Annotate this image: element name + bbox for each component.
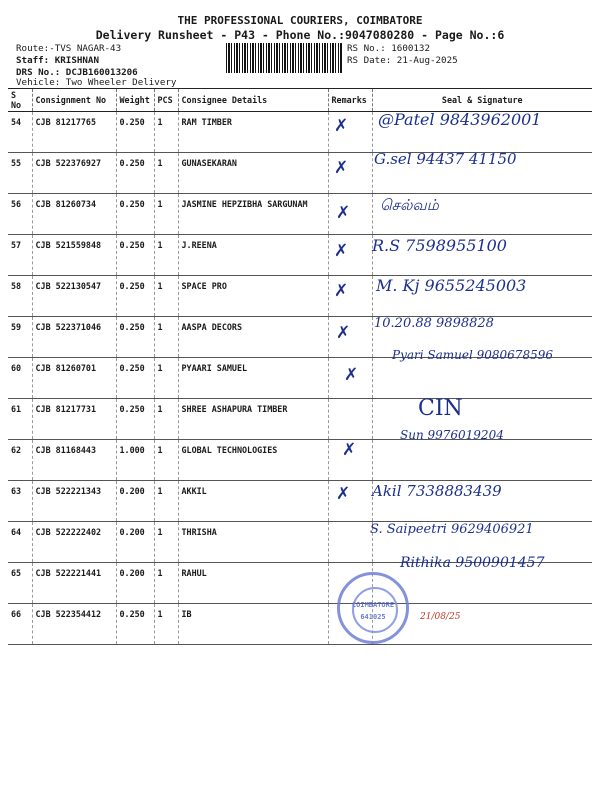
remark-mark: ✗ <box>334 158 349 178</box>
barcode <box>226 43 342 73</box>
cell-pcs: 1 <box>154 563 178 604</box>
signature-58: M. Kj 9655245003 <box>376 276 527 295</box>
cell-sno: 61 <box>8 399 32 440</box>
cell-consignment: CJB 522222402 <box>32 522 116 563</box>
stamp-city: COIMBATORE <box>351 601 395 609</box>
cell-pcs: 1 <box>154 194 178 235</box>
cell-consignee: AASPA DECORS <box>178 317 328 358</box>
cell-consignment: CJB 81260734 <box>32 194 116 235</box>
cell-consignment: CJB 522376927 <box>32 153 116 194</box>
courier-stamp <box>337 572 409 644</box>
cell-consignee: THRISHA <box>178 522 328 563</box>
cell-sno: 58 <box>8 276 32 317</box>
cell-remarks <box>328 399 372 440</box>
remark-mark: ✗ <box>336 323 351 343</box>
staff: Staff: KRISHNAN <box>16 55 99 66</box>
cell-sno: 56 <box>8 194 32 235</box>
remark-mark: ✗ <box>334 281 349 301</box>
remark-mark: ✗ <box>334 241 349 261</box>
signature-date-66: 21/08/25 <box>420 612 461 622</box>
cell-sno: 55 <box>8 153 32 194</box>
signature-56: செல்வம் <box>380 196 439 214</box>
cell-consignment: CJB 81260701 <box>32 358 116 399</box>
remark-mark: ✗ <box>342 440 357 460</box>
table-row <box>8 481 592 522</box>
signature-57: R.S 7598955100 <box>372 236 507 255</box>
table-row <box>8 604 592 645</box>
cell-remarks <box>328 522 372 563</box>
cell-consignment: CJB 522221441 <box>32 563 116 604</box>
remark-mark: ✗ <box>334 116 349 136</box>
cell-consignee: GUNASEKARAN <box>178 153 328 194</box>
cell-weight: 0.250 <box>116 153 154 194</box>
cell-pcs: 1 <box>154 440 178 481</box>
route: Route:-TVS NAGAR-43 <box>16 43 122 54</box>
signature-54: @Patel 9843962001 <box>378 110 542 129</box>
cell-consignment: CJB 81168443 <box>32 440 116 481</box>
cell-consignee: SHREE ASHAPURA TIMBER <box>178 399 328 440</box>
cell-weight: 1.000 <box>116 440 154 481</box>
signature-59: 10.20.88 9898828 <box>374 316 494 331</box>
cell-pcs: 1 <box>154 481 178 522</box>
cell-consignment: CJB 522371046 <box>32 317 116 358</box>
signature-61: CIN <box>418 396 463 421</box>
rs-number: RS No.: 1600132 <box>347 43 430 54</box>
cell-sno: 65 <box>8 563 32 604</box>
col-sno: S No <box>8 89 32 112</box>
runsheet-title: Delivery Runsheet - P43 - Phone No.:9047080280 - Page No.:6 <box>95 28 505 42</box>
cell-consignee: PYAARI SAMUEL <box>178 358 328 399</box>
cell-weight: 0.200 <box>116 481 154 522</box>
col-pcs: PCS <box>154 89 178 112</box>
cell-sno: 63 <box>8 481 32 522</box>
table-header <box>8 89 592 112</box>
col-consignment: Consignment No <box>32 89 116 112</box>
col-consignee: Consignee Details <box>178 89 328 112</box>
cell-signature <box>372 358 592 399</box>
cell-consignee: RAM TIMBER <box>178 112 328 153</box>
col-remarks: Remarks <box>328 89 372 112</box>
cell-weight: 0.250 <box>116 399 154 440</box>
cell-sno: 57 <box>8 235 32 276</box>
rs-date: RS Date: 21-Aug-2025 <box>347 55 458 66</box>
cell-pcs: 1 <box>154 604 178 645</box>
col-weight: Weight <box>116 89 154 112</box>
cell-sno: 66 <box>8 604 32 645</box>
signature-55: G.sel 94437 41150 <box>374 150 517 168</box>
cell-weight: 0.200 <box>116 563 154 604</box>
signature-62: Sun 9976019204 <box>400 428 504 442</box>
cell-sno: 64 <box>8 522 32 563</box>
cell-consignee: AKKIL <box>178 481 328 522</box>
cell-consignment: CJB 81217765 <box>32 112 116 153</box>
cell-consignee: JASMINE HEPZIBHA SARGUNAM <box>178 194 328 235</box>
cell-signature <box>372 440 592 481</box>
cell-pcs: 1 <box>154 317 178 358</box>
cell-consignment: CJB 81217731 <box>32 399 116 440</box>
cell-weight: 0.250 <box>116 112 154 153</box>
cell-pcs: 1 <box>154 522 178 563</box>
cell-consignee: IB <box>178 604 328 645</box>
cell-sno: 60 <box>8 358 32 399</box>
remark-mark: ✗ <box>336 203 351 223</box>
cell-weight: 0.250 <box>116 194 154 235</box>
cell-sno: 54 <box>8 112 32 153</box>
cell-consignment: CJB 521559848 <box>32 235 116 276</box>
cell-consignment: CJB 522354412 <box>32 604 116 645</box>
cell-consignee: RAHUL <box>178 563 328 604</box>
cell-pcs: 1 <box>154 358 178 399</box>
cell-consignment: CJB 522221343 <box>32 481 116 522</box>
cell-consignment: CJB 522130547 <box>32 276 116 317</box>
cell-sno: 62 <box>8 440 32 481</box>
table-row <box>8 440 592 481</box>
drs-number: DRS No.: DCJB160013206 <box>16 67 138 78</box>
cell-consignee: J.REENA <box>178 235 328 276</box>
cell-consignee: GLOBAL TECHNOLOGIES <box>178 440 328 481</box>
cell-weight: 0.250 <box>116 235 154 276</box>
cell-weight: 0.200 <box>116 522 154 563</box>
cell-pcs: 1 <box>154 276 178 317</box>
company-title: THE PROFESSIONAL COURIERS, COIMBATORE <box>177 14 423 27</box>
col-signature: Seal & Signature <box>372 89 592 112</box>
vehicle: Vehicle: Two Wheeler Delivery <box>16 77 177 88</box>
signature-65: Rithika 9500901457 <box>400 555 545 571</box>
cell-pcs: 1 <box>154 112 178 153</box>
table-row <box>8 358 592 399</box>
table-row <box>8 194 592 235</box>
cell-weight: 0.250 <box>116 604 154 645</box>
cell-pcs: 1 <box>154 399 178 440</box>
signature-60: Pyari Samuel 9080678596 <box>392 348 553 362</box>
remark-mark: ✗ <box>336 484 351 504</box>
remark-mark: ✗ <box>344 365 359 385</box>
cell-weight: 0.250 <box>116 276 154 317</box>
stamp-pin: 641025 <box>360 613 386 621</box>
cell-weight: 0.250 <box>116 358 154 399</box>
cell-pcs: 1 <box>154 153 178 194</box>
cell-pcs: 1 <box>154 235 178 276</box>
signature-64: S. Saipeetri 9629406921 <box>370 522 534 537</box>
cell-weight: 0.250 <box>116 317 154 358</box>
cell-sno: 59 <box>8 317 32 358</box>
signature-63: Akil 7338883439 <box>372 482 502 500</box>
cell-consignee: SPACE PRO <box>178 276 328 317</box>
